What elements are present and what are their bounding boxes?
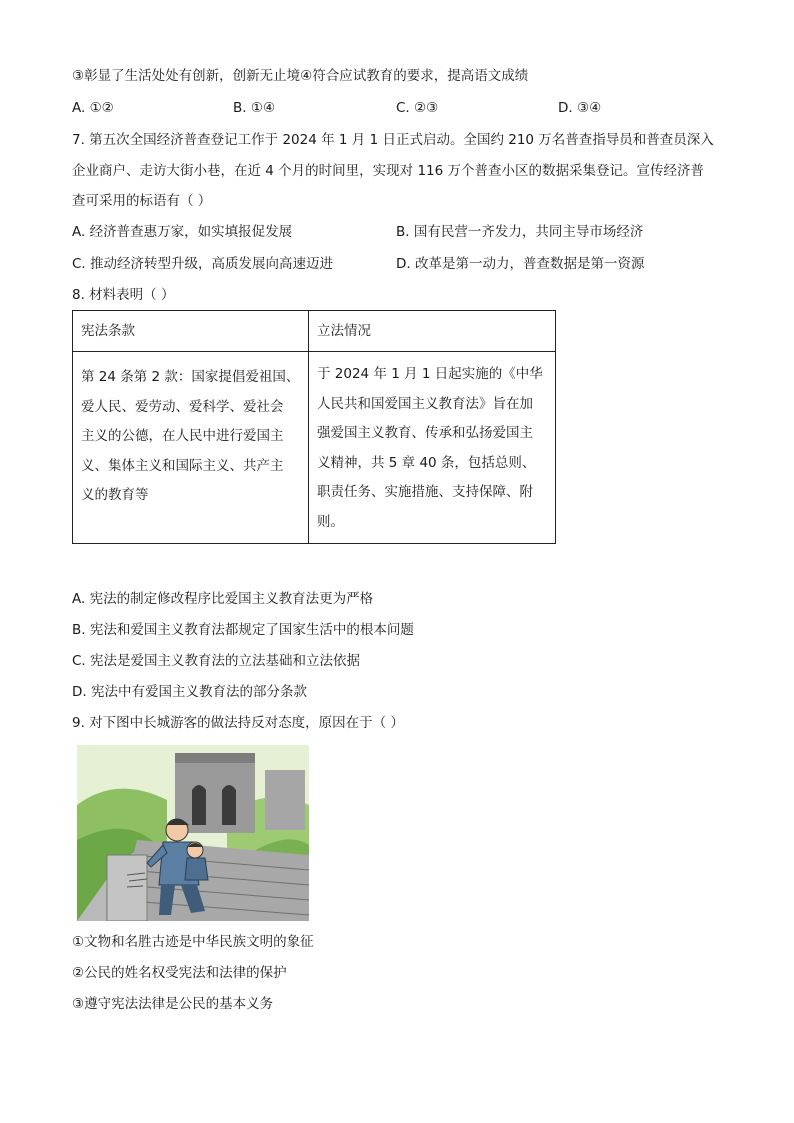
q6-option-c: C. ②③ bbox=[396, 100, 439, 116]
cell-line: 职责任务、实施措施、支持保障、附 bbox=[317, 484, 533, 500]
table-cell-legislation bbox=[309, 352, 556, 544]
q7-stem-line-2: 企业商户、走访大街小巷，在近 4 个月的时间里，实现对 116 万个普查小区的数据采集登记。宣传经济普 bbox=[72, 163, 705, 179]
q6-option-d: D. ③④ bbox=[558, 100, 602, 116]
cell-line: 强爱国主义教育、传承和弘扬爱国主 bbox=[317, 425, 533, 441]
q8-material-table bbox=[72, 310, 556, 544]
q7-option-a: A. 经济普查惠万家，如实填报促发展 bbox=[72, 224, 293, 240]
q9-statement-2: ②公民的姓名权受宪法和法律的保护 bbox=[72, 965, 287, 981]
q7-stem-line-3: 查可采用的标语有（ ） bbox=[72, 193, 212, 209]
table-header-legislation: 立法情况 bbox=[309, 311, 556, 352]
cell-line: 爱人民、爱劳动、爱科学、爱社会 bbox=[81, 398, 284, 415]
q8-stem: 8. 材料表明（ ） bbox=[72, 287, 175, 303]
table-header-constitution: 宪法条款 bbox=[73, 311, 309, 352]
q7-option-c: C. 推动经济转型升级，高质发展向高速迈进 bbox=[72, 256, 334, 272]
q8-option-d: D. 宪法中有爱国主义教育法的部分条款 bbox=[72, 684, 307, 700]
cell-line: 于 2024 年 1 月 1 日起实施的《中华 bbox=[317, 366, 543, 382]
q7-option-b: B. 国有民营一齐发力，共同主导市场经济 bbox=[396, 224, 644, 240]
table-cell-constitution bbox=[73, 352, 309, 544]
q6-option-b: B. ①④ bbox=[233, 100, 276, 116]
cell-line: 第 24 条第 2 款：国家提倡爱祖国、 bbox=[81, 369, 300, 385]
great-wall-graffiti-cartoon-icon bbox=[77, 745, 309, 921]
cell-line: 人民共和国爱国主义教育法》旨在加 bbox=[317, 395, 533, 412]
q9-stem: 9. 对下图中长城游客的做法持反对态度，原因在于（ ） bbox=[72, 715, 404, 731]
q8-option-b: B. 宪法和爱国主义教育法都规定了国家生活中的根本问题 bbox=[72, 622, 414, 638]
q8-option-c: C. 宪法是爱国主义教育法的立法基础和立法依据 bbox=[72, 653, 361, 669]
q7-stem-line-1: 7. 第五次全国经济普查登记工作于 2024 年 1 月 1 日正式启动。全国约 210 万名普查指导员和普查员深入 bbox=[72, 132, 714, 148]
q6-option-a: A. ①② bbox=[72, 100, 114, 116]
q9-statement-3: ③遵守宪法法律是公民的基本义务 bbox=[72, 996, 274, 1012]
cell-line: 义精神，共 5 章 40 条，包括总则、 bbox=[317, 454, 536, 471]
q6-statement-line: ③彰显了生活处处有创新，创新无止境④符合应试教育的要求，提高语文成绩 bbox=[72, 68, 529, 84]
cell-line: 主义的公德，在人民中进行爱国主 bbox=[81, 428, 284, 444]
q9-statement-1: ①文物和名胜古迹是中华民族文明的象征 bbox=[72, 934, 314, 950]
cell-line: 义、集体主义和国际主义、共产主 bbox=[81, 457, 284, 474]
cell-line: 义的教育等 bbox=[81, 487, 149, 503]
q7-option-d: D. 改革是第一动力，普查数据是第一资源 bbox=[396, 256, 645, 272]
cell-line: 则。 bbox=[317, 513, 344, 530]
q8-option-a: A. 宪法的制定修改程序比爱国主义教育法更为严格 bbox=[72, 591, 374, 607]
